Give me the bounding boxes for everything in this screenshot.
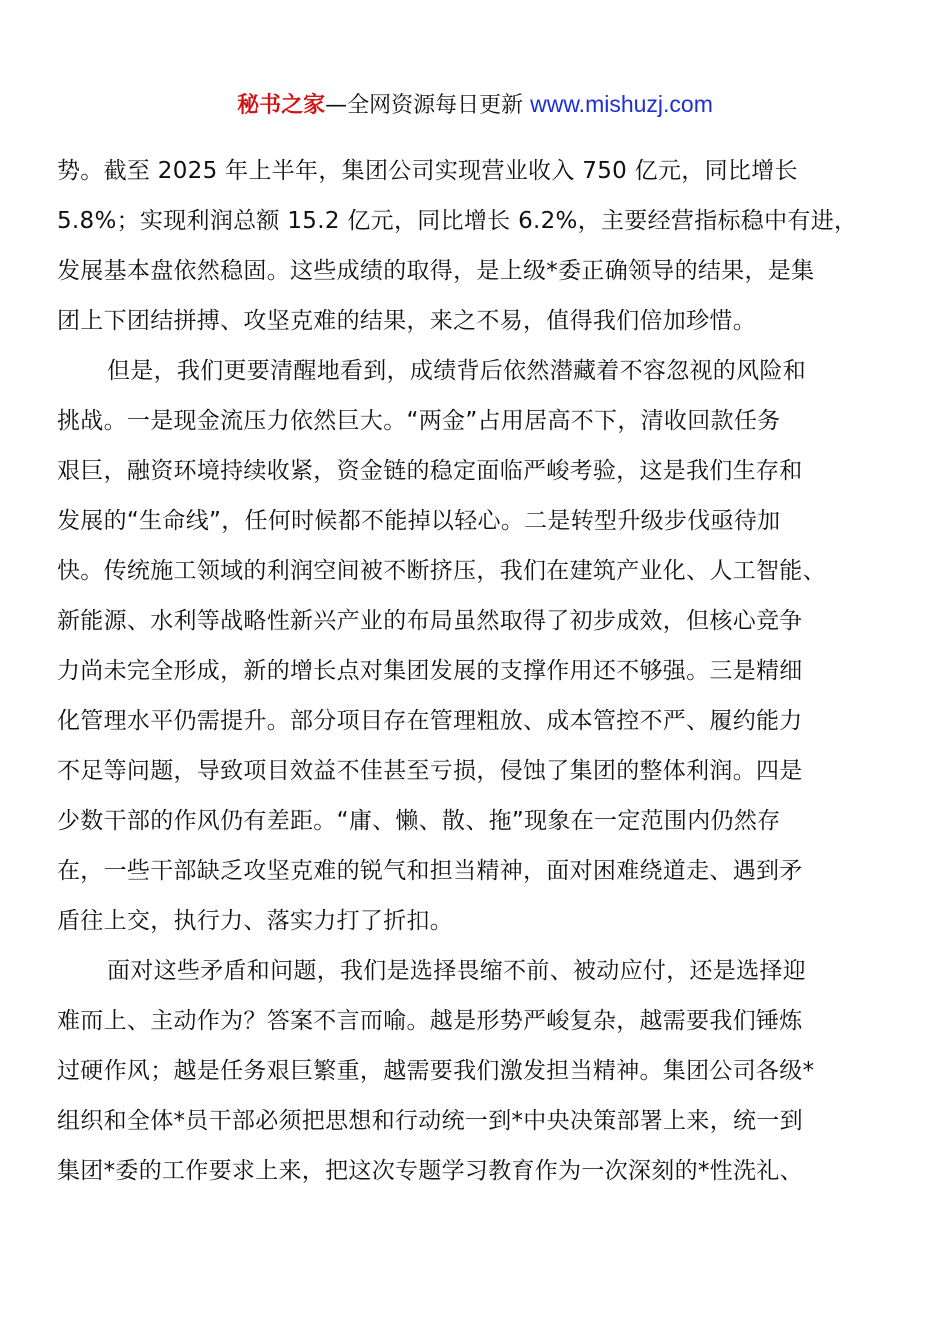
- text-line: 组织和全体*员干部必须把思想和行动统一到*中央决策部署上来，统一到: [57, 1108, 803, 1134]
- text-line: 发展的“生命线”，任何时候都不能掉以轻心。二是转型升级步伐亟待加: [57, 508, 781, 534]
- text-line: 团上下团结拼搏、攻坚克难的结果，来之不易，值得我们倍加珍惜。: [57, 308, 756, 334]
- text-line: 盾往上交，执行力、落实力打了折扣。: [57, 908, 454, 934]
- brand-name: 秘书之家: [237, 93, 326, 118]
- text-line: 集团*委的工作要求上来，把这次专题学习教育作为一次深刻的*性洗礼、: [57, 1158, 803, 1184]
- text-line: 新能源、水利等战略性新兴产业的布局虽然取得了初步成效，但核心竞争: [57, 608, 803, 634]
- site-url-link[interactable]: www.mishuzj.com: [530, 91, 713, 117]
- text-line: 不足等问题，导致项目效益不佳甚至亏损，侵蚀了集团的整体利润。四是: [57, 758, 803, 784]
- site-header: [0, 88, 950, 122]
- text-line: 挑战。一是现金流压力依然巨大。“两金”占用居高不下，清收回款任务: [57, 408, 781, 434]
- paragraph-first-line: 但是，我们更要清醒地看到，成绩背后依然潜藏着不容忽视的风险和: [107, 358, 806, 384]
- paragraph-first-line: 面对这些矛盾和问题，我们是选择畏缩不前、被动应付，还是选择迎: [107, 958, 806, 984]
- text-line: 在，一些干部缺乏攻坚克难的锐气和担当精神，面对困难绕道走、遇到矛: [57, 858, 803, 884]
- text-line: 快。传统施工领域的利润空间被不断挤压，我们在建筑产业化、人工智能、: [57, 558, 826, 584]
- text-line: 力尚未完全形成，新的增长点对集团发展的支撑作用还不够强。三是精细: [57, 658, 803, 684]
- text-line: 5.8%；实现利润总额 15.2 亿元，同比增长 6.2%，主要经营指标稳中有进，: [57, 208, 858, 234]
- text-line: 难而上、主动作为？答案不言而喻。越是形势严峻复杂，越需要我们锤炼: [57, 1008, 803, 1034]
- document-body: [57, 146, 893, 1196]
- text-line: 化管理水平仍需提升。部分项目存在管理粗放、成本管控不严、履约能力: [57, 708, 803, 734]
- text-line: 发展基本盘依然稳固。这些成绩的取得，是上级*委正确领导的结果，是集: [57, 258, 815, 284]
- site-tagline: —全网资源每日更新: [325, 93, 524, 118]
- text-line: 艰巨，融资环境持续收紧，资金链的稳定面临严峻考验，这是我们生存和: [57, 458, 803, 484]
- text-line: 势。截至 2025 年上半年，集团公司实现营业收入 750 亿元，同比增长: [57, 158, 798, 184]
- text-line: 过硬作风；越是任务艰巨繁重，越需要我们激发担当精神。集团公司各级*: [57, 1058, 815, 1084]
- text-line: 少数干部的作风仍有差距。“庸、懒、散、拖”现象在一定范围内仍然存: [57, 808, 781, 834]
